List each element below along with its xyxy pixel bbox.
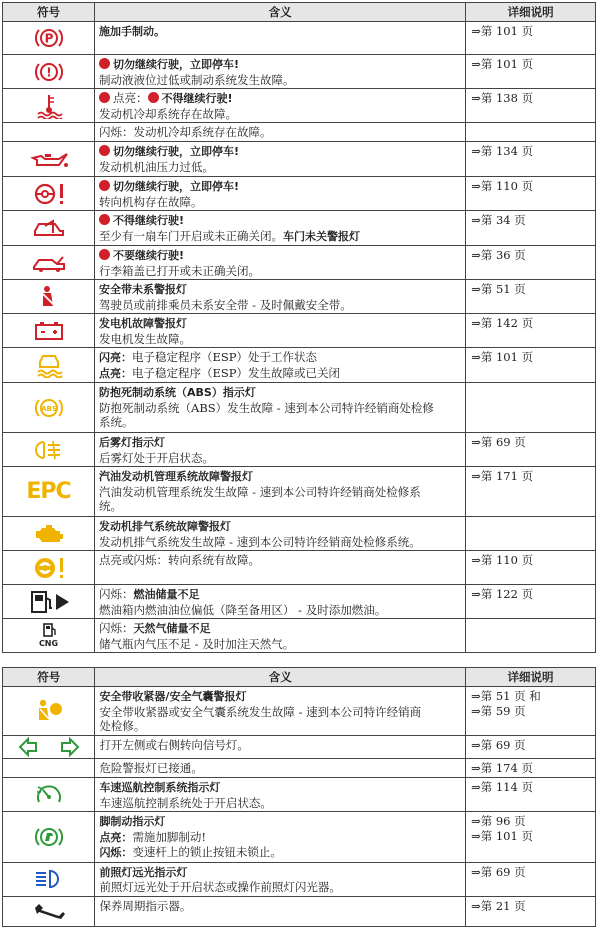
table-row [3,177,596,211]
seatbelt-icon [3,280,95,314]
oil-pressure-icon [3,142,95,177]
meaning-emphasis: 汽油发动机管理系统故障警报灯 [99,470,254,483]
page-reference [466,619,596,653]
meaning-text: 前照灯远光处于开启状态或操作前照灯闪光器。 [99,880,341,894]
page-reference: ⇒第 110 页 [466,177,596,211]
meaning-cell [95,619,466,653]
meaning-text: 电子稳定程序（ESP）处于工作状态 [132,350,318,364]
rear-fog-icon [3,433,95,467]
stop-warning-icon [99,58,110,69]
meaning-emphasis: 车速巡航控制系统指示灯 [99,781,221,794]
steering-fault-yellow-icon [3,551,95,585]
table-row [3,142,596,177]
page-reference: ⇒第 101 页 [466,22,596,55]
meaning-cell [95,433,466,467]
svg-text:P: P [44,31,53,46]
table-row [3,211,596,246]
table-row [3,89,596,123]
meaning-emphasis: 安全带未系警报灯 [99,283,188,296]
meaning-emphasis: 不得继续行驶! [113,214,185,227]
coolant-temperature-icon [3,123,95,142]
meaning-emphasis: 切勿继续行驶，立即停车! [113,180,240,193]
page-reference: ⇒第 34 页 [466,211,596,246]
meaning-text: 系统。 [99,415,134,429]
meaning-text: 点亮或闪烁：转向系统有故障。 [99,553,261,567]
page-reference: ⇒第 101 页 [466,55,596,89]
page-reference: ⇒第 51 页 和 ⇒第 59 页 [466,687,596,736]
high-beam-icon [3,862,95,896]
esp-icon [3,348,95,383]
trunk-open-icon [3,246,95,280]
meaning-cell [95,280,466,314]
meaning-emphasis: 不要继续行驶! [113,249,185,262]
meaning-cell [95,517,466,551]
table-row [3,348,596,383]
table-row [3,280,596,314]
table-row [3,383,596,433]
meaning-text: 点亮： [113,91,148,105]
meaning-cell [95,687,466,736]
table-row [3,22,596,55]
coolant-temperature-icon [3,89,95,123]
meaning-text: 闪烁： [99,621,134,635]
page-reference: ⇒第 138 页 [466,89,596,123]
meaning-emphasis: 天然气储量不足 [133,622,211,635]
meaning-text: 闪烁：发动机冷却系统存在故障。 [99,125,272,139]
page-reference: ⇒第 142 页 [466,314,596,348]
meaning-emphasis: 燃油储量不足 [133,588,200,601]
table-row [3,758,596,778]
meaning-cell [95,142,466,177]
meaning-cell [95,862,466,896]
table-row [3,812,596,863]
turn-signal-icon [3,735,95,758]
meaning-cell [95,896,466,926]
meaning-text: 安全带收紧器或安全气囊系统发生故障 - 速到本公司特许经销商 [99,704,422,719]
hazard-icon [3,758,95,778]
meaning-text: 统。 [99,499,123,513]
page-reference: ⇒第 114 页 [466,778,596,812]
page-reference: ⇒第 36 页 [466,246,596,280]
engine-check-icon [3,517,95,551]
epc-icon: EPC [3,467,95,517]
page-reference: ⇒第 21 页 [466,896,596,926]
cruise-control-icon [3,778,95,812]
stop-warning-icon [99,180,110,191]
foot-brake-icon [3,812,95,863]
meaning-emphasis: 脚制动指示灯 [99,815,166,828]
page-reference: ⇒第 134 页 [466,142,596,177]
meaning-text: 汽油发动机管理系统发生故障 - 速到本公司特许经销商处检修系 [99,484,421,499]
battery-icon [3,314,95,348]
meaning-text: 防抱死制动系统（ABS）发生故障 - 速到本公司特许经销商处检修 [99,400,434,415]
meaning-text: 危险警报灯已接通。 [99,760,203,775]
meaning-label: 闪烁： [99,846,133,859]
meaning-emphasis: 发动机排气系统故障警报灯 [99,520,232,533]
meaning-text: 需施加脚制动! [132,829,207,844]
meaning-text: 发电机发生故障。 [99,331,192,346]
meaning-text: 后雾灯处于开启状态。 [99,450,215,465]
meaning-emphasis: 后雾灯指示灯 [99,436,166,449]
page-reference: ⇒第 69 页 [466,862,596,896]
meaning-cell [95,735,466,758]
steering-fault-red-icon [3,177,95,211]
page-reference: ⇒第 69 页 [466,735,596,758]
meaning-cell [95,585,466,619]
meaning-text: 保养周期指示器。 [99,898,192,913]
table-row [3,862,596,896]
stop-warning-icon [99,249,110,260]
meaning-cell [95,348,466,383]
brake-system-icon [3,55,95,89]
meaning-emphasis: 车门未关警报灯 [283,229,361,243]
meaning-cell [95,211,466,246]
meaning-emphasis: 切勿继续行驶，立即停车! [113,58,240,71]
meaning-cell [95,177,466,211]
meaning-text: 转向机构存在故障。 [99,194,203,209]
meaning-text: 储气瓶内气压不足 - 及时加注天然气。 [99,636,295,651]
table-row [3,778,596,812]
page-reference [466,383,596,433]
meaning-cell [95,467,466,517]
table-header-row [3,3,596,22]
meaning-emphasis: 前照灯远光指示灯 [99,865,188,879]
header-meaning: 含义 [95,3,466,22]
meaning-cell [95,383,466,433]
stop-warning-icon [148,92,159,103]
table-row [3,551,596,585]
page-reference: ⇒第 96 页 ⇒第 101 页 [466,812,596,863]
cng-icon: CNG [3,619,95,653]
page-reference: ⇒第 174 页 [466,758,596,778]
abs-icon [3,383,95,433]
table-row [3,896,596,926]
parking-brake-icon [3,22,95,55]
meaning-cell [95,22,466,55]
meaning-cell [95,246,466,280]
meaning-emphasis: 切勿继续行驶，立即停车! [113,145,240,158]
stop-warning-icon [99,92,110,103]
meaning-text: 打开左侧或右侧转向信号灯。 [99,737,249,752]
door-open-icon [3,211,95,246]
meaning-label: 点亮： [99,366,133,380]
table-row [3,467,596,517]
meaning-cell [95,123,466,142]
header-symbol: 符号 [3,668,95,687]
table-row [3,55,596,89]
meaning-text: 发动机冷却系统存在故障。 [99,106,238,121]
meaning-text: 驾驶员或前排乘员未系安全带 - 及时佩戴安全带。 [99,297,352,312]
meaning-emphasis: 施加手制动。 [99,25,166,38]
header-details: 详细说明 [466,668,596,687]
table-row [3,123,596,142]
page-reference: ⇒第 69 页 [466,433,596,467]
airbag-icon [3,687,95,736]
meaning-emphasis: 安全带收紧器/安全气囊警报灯 [99,690,247,703]
meaning-text: 制动液液位过低或制动系统发生故障。 [99,72,295,87]
meaning-text: 处检修。 [99,719,146,733]
page-reference: ⇒第 110 页 [466,551,596,585]
table-row [3,517,596,551]
table-row [3,619,596,653]
meaning-emphasis: 发电机故障警报灯 [99,317,188,330]
table-row [3,585,596,619]
page-reference [466,123,596,142]
table-header-row [3,668,596,687]
meaning-cell [95,314,466,348]
fuel-low-icon [3,585,95,619]
meaning-text: 燃油箱内燃油油位偏低（降至备用区） - 及时添加燃油。 [99,602,387,617]
page-reference: ⇒第 171 页 [466,467,596,517]
svg-text:ABS: ABS [40,404,57,413]
svg-text:!: ! [45,65,52,79]
meaning-text: 发动机排气系统发生故障 - 速到本公司特许经销商处检修系统。 [99,534,421,549]
table-row [3,246,596,280]
header-meaning: 含义 [95,668,466,687]
meaning-text: 至少有一扇车门开启或未正确关闭。 [99,228,284,243]
meaning-text: 行李箱盖已打开或未正确关闭。 [99,263,261,278]
meaning-cell [95,812,466,863]
page-reference [466,517,596,551]
table-row [3,687,596,736]
meaning-emphasis: 不得继续行驶! [161,92,233,105]
meaning-cell [95,55,466,89]
table-row [3,314,596,348]
meaning-text: 电子稳定程序（ESP）发生故障或已关闭 [132,365,341,380]
warning-lights-table [2,2,596,653]
meaning-text: 发动机机油压力过低。 [99,159,215,174]
table-row [3,735,596,758]
page-reference: ⇒第 51 页 [466,280,596,314]
meaning-cell [95,89,466,123]
meaning-label: 点亮： [99,830,133,844]
table-row [3,433,596,467]
meaning-text: 闪烁： [99,587,134,601]
indicator-lights-table [2,667,596,927]
page-reference: ⇒第 122 页 [466,585,596,619]
header-details: 详细说明 [466,3,596,22]
stop-warning-icon [99,214,110,225]
meaning-cell [95,778,466,812]
header-symbol: 符号 [3,3,95,22]
meaning-label: 闪亮： [99,351,133,364]
service-wrench-icon [3,896,95,926]
stop-warning-icon [99,145,110,156]
meaning-text: 车速巡航控制系统处于开启状态。 [99,795,272,810]
meaning-cell [95,551,466,585]
page-reference: ⇒第 101 页 [466,348,596,383]
meaning-emphasis: 防抱死制动系统（ABS）指示灯 [99,386,256,399]
meaning-cell [95,758,466,778]
meaning-text: 变速杆上的锁止按钮未锁止。 [132,845,282,859]
